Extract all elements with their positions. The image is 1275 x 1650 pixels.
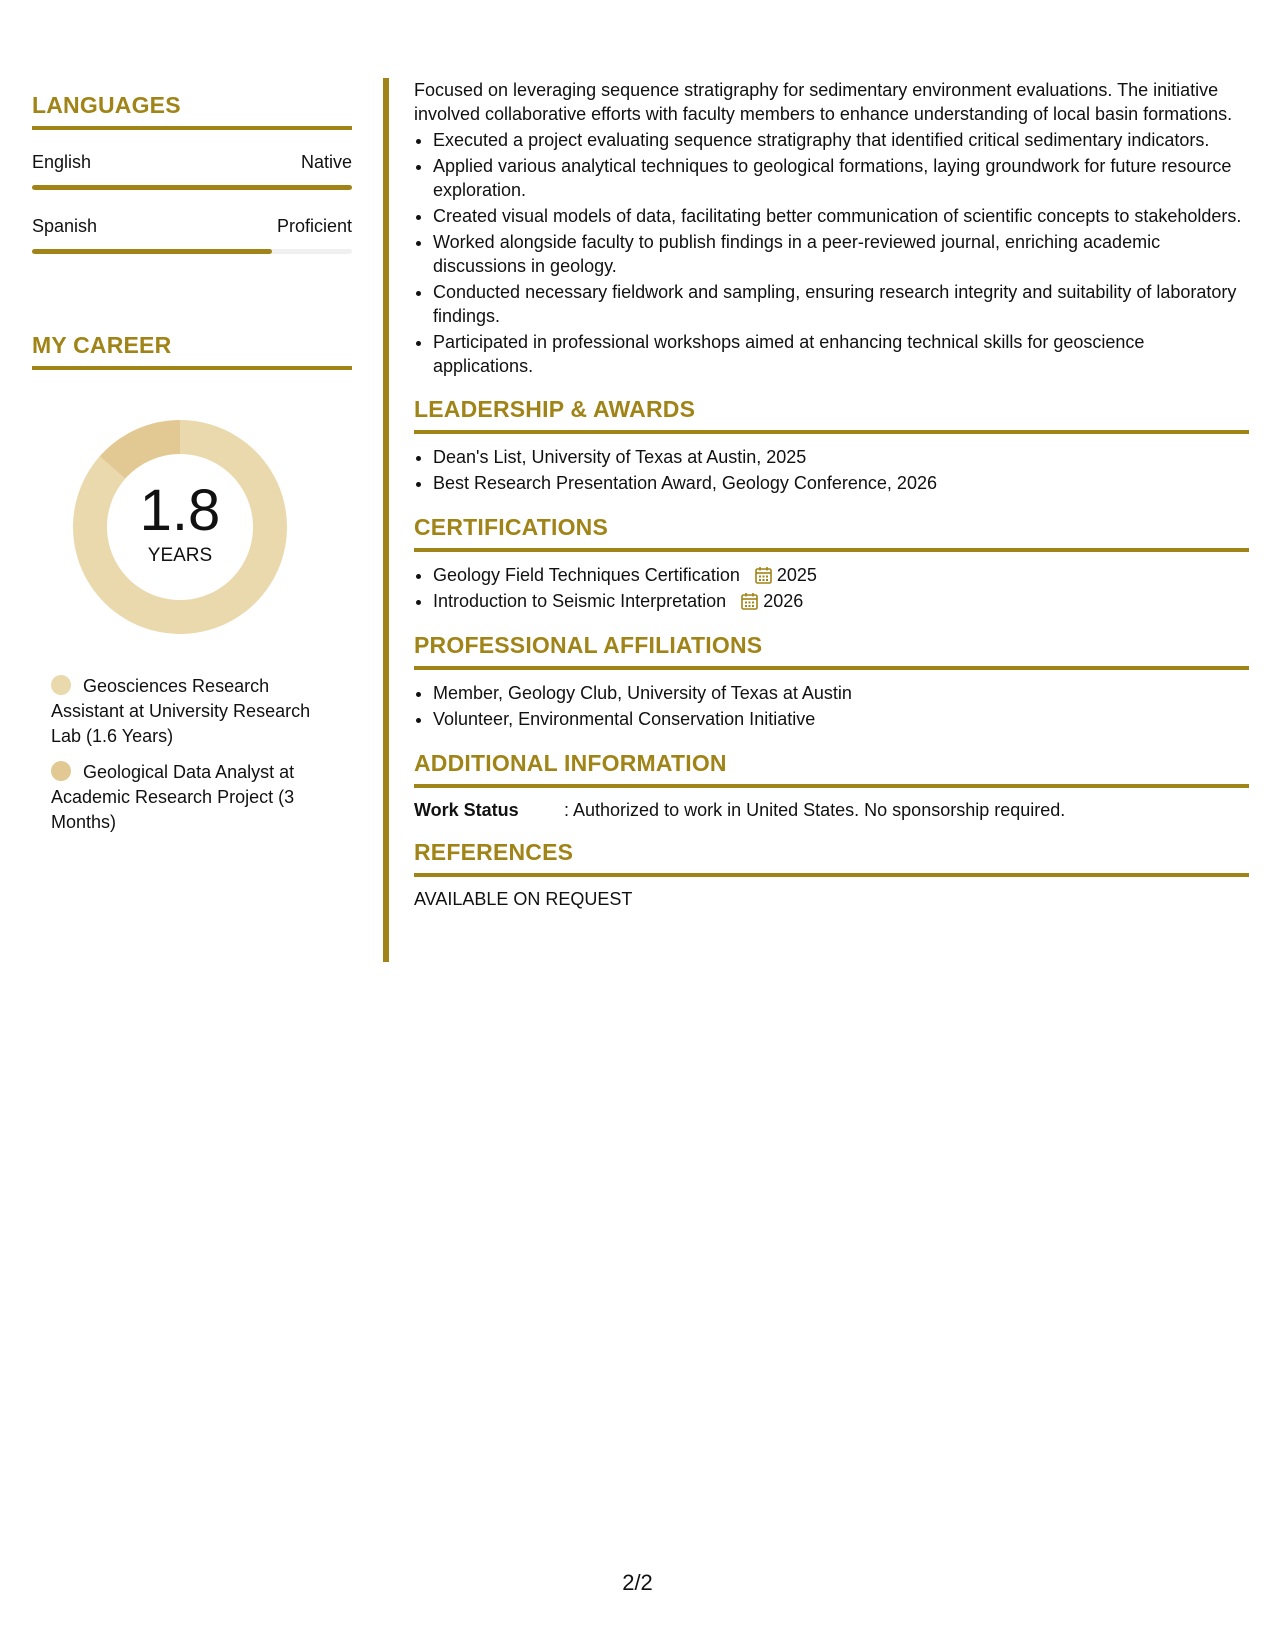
language-level: Native [300,152,352,172]
certifications-heading: CERTIFICATIONS [414,514,1249,552]
affiliations-heading: PROFESSIONAL AFFILIATIONS [414,632,1249,670]
career-heading: MY CAREER [32,332,352,370]
work-status-label: Work Status [414,800,519,820]
list-item [433,588,1249,614]
career-unit: YEARS [147,545,213,566]
experience-bullets [414,128,1249,378]
career-donut-chart [67,414,293,640]
languages-heading: LANGUAGES [32,92,352,130]
legend-label: Geosciences Research Assistant at University Research Lab (1.6 Years) [51,676,311,746]
language-bar [32,185,352,190]
certification-name: Introduction to Seismic Interpretation [433,591,727,611]
legend-label: Geological Data Analyst at Academic Research Project (3 Months) [51,762,295,832]
list-item [433,562,1249,588]
work-status-row [414,800,1249,821]
language-bar-fill [32,249,272,254]
list-item: • Created visual models of data, facilitating better communication of scientific concepts to stakeholders. [433,204,1249,228]
certification-year: 2025 [776,565,817,585]
affiliations-list [414,680,1249,732]
awards-list [414,444,1249,496]
language-name: English [32,152,92,172]
career-total: 1.8 [139,478,221,543]
calendar-icon [741,592,758,610]
list-item: • Dean's List, University of Texas at Austin, 2025 [433,444,1249,470]
language-item [32,216,352,254]
right-column [414,78,1249,910]
certification-name: Geology Field Techniques Certification [433,565,740,585]
list-item: • Best Research Presentation Award, Geology Conference, 2026 [433,470,1249,496]
list-item: • Participated in professional workshops aimed at enhancing technical skills for geoscience applications. [433,330,1249,378]
legend-item [51,674,341,749]
list-item: • Worked alongside faculty to publish findings in a peer-reviewed journal, enriching academic discussions in geology. [433,230,1249,278]
language-level: Proficient [276,216,352,236]
list-item: • Executed a project evaluating sequence stratigraphy that identified critical sedimentary indicators. [433,128,1249,152]
column-divider [383,78,389,962]
experience-summary: Focused on leveraging sequence stratigraphy for sedimentary environment evaluations. The initiative involved collaborative efforts with faculty members to enhance understanding of local basin formations. [414,80,1233,124]
additional-info-heading: ADDITIONAL INFORMATION [414,750,1249,788]
legend-item [51,760,341,835]
language-name: Spanish [32,216,98,236]
donut-center [67,414,293,640]
references-text: AVAILABLE ON REQUEST [414,889,633,909]
calendar-icon [755,566,772,584]
certifications-list [414,562,1249,614]
language-bar [32,249,352,254]
legend-dot [51,675,71,695]
list-item: • Volunteer, Environmental Conservation Initiative [433,706,1249,732]
list-item: • Applied various analytical techniques to geological formations, laying groundwork for future resource exploration. [433,154,1249,202]
references-heading: REFERENCES [414,839,1249,877]
left-column [32,92,352,846]
career-legend [51,674,341,835]
legend-dot [51,761,71,781]
language-bar-fill [32,185,352,190]
page-number: 2/2 [622,1570,653,1595]
list-item: • Conducted necessary fieldwork and sampling, ensuring research integrity and suitability of laboratory findings. [433,280,1249,328]
certification-year: 2026 [763,591,804,611]
work-status-value: : Authorized to work in United States. No sponsorship required. [564,800,1066,820]
awards-heading: LEADERSHIP & AWARDS [414,396,1249,434]
language-item [32,152,352,190]
list-item: • Member, Geology Club, University of Texas at Austin [433,680,1249,706]
